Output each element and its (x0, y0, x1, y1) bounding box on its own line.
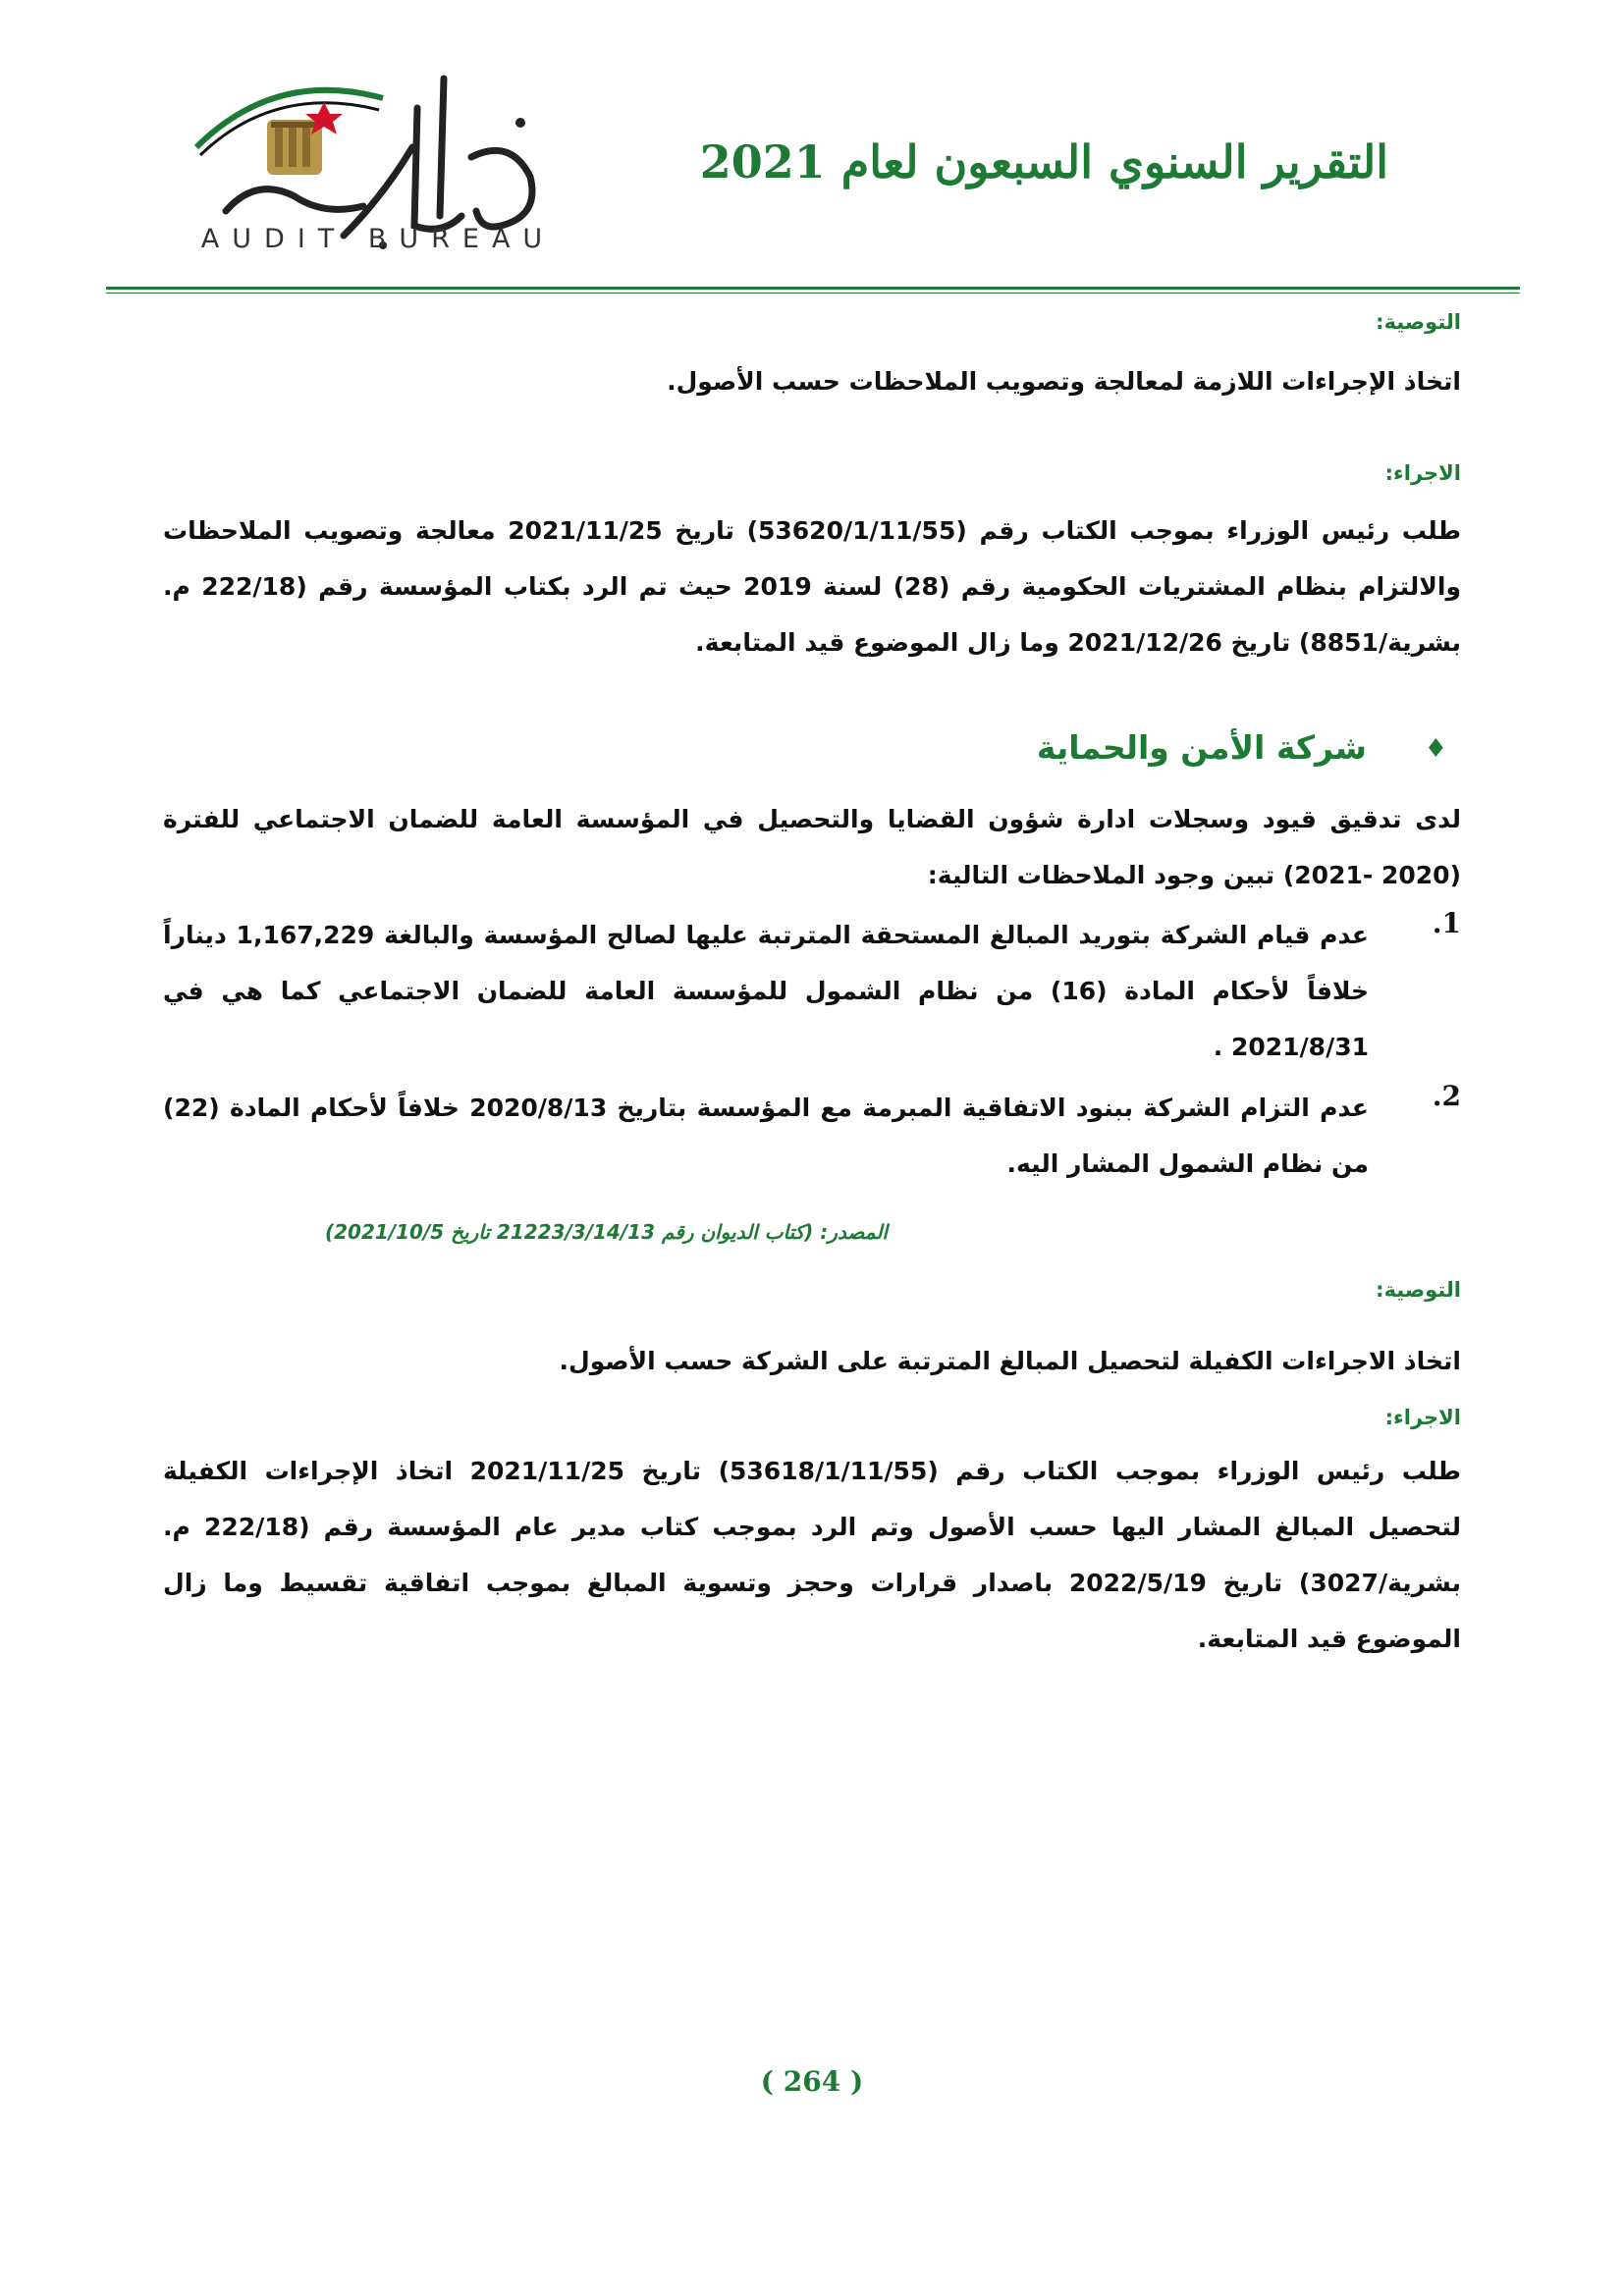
action-label-2: الاجراء: (1384, 1406, 1461, 1429)
section-heading: شركة الأمن والحماية (1036, 728, 1367, 767)
list-item-number: 2. (1432, 1080, 1461, 1112)
header-rule-thin (106, 293, 1520, 294)
header-rule (106, 287, 1520, 290)
recommendation-label-1: التوصية: (1376, 310, 1461, 334)
list-item-text: عدم قيام الشركة بتوريد المبالغ المستحقة المترتبة عليها لصالح المؤسسة والبالغة 1,167,229 ديناراً خلافاً لأحكام المادة (16) من نظام الشمول للمؤسسة العامة للضمان الاجتماعي كما هي في 2021/8/31 . (163, 921, 1369, 1061)
list-item (163, 1080, 1461, 1192)
action-text-1: طلب رئيس الوزراء بموجب الكتاب رقم (53620/1/11/55) تاريخ 2021/11/25 معالجة وتصويب الملاحظات والالتزام بنظام المشتريات الحكومية رقم (28) لسنة 2019 حيث تم الرد بكتاب المؤسسة رقم (222/18 م. بشرية/8851) تاريخ 2021/12/26 وما زال الموضوع قيد المتابعة. (163, 516, 1461, 657)
diamond-bullet-icon: ♦ (1424, 734, 1447, 764)
list-item-number: 1. (1432, 907, 1461, 939)
section-intro: لدى تدقيق قيود وسجلات ادارة شؤون القضايا والتحصيل في المؤسسة العامة للضمان الاجتماعي للفترة (2020 -2021) تبين وجود الملاحظات التالية: (163, 805, 1461, 889)
recommendation-text-1: اتخاذ الإجراءات اللازمة لمعالجة وتصويب الملاحظات حسب الأصول. (667, 367, 1461, 396)
action-label-1: الاجراء: (1384, 461, 1461, 485)
action-text-2: طلب رئيس الوزراء بموجب الكتاب رقم (53618/1/11/55) تاريخ 2021/11/25 اتخاذ الإجراءات الكفيلة لتحصيل المبالغ المشار اليها حسب الأصول وتم الرد بموجب كتاب مدير عام المؤسسة رقم (222/18 م. بشرية/3027) تاريخ 2022/5/19 باصدار قرارات وحجز وتسوية المبالغ بموجب اتفاقية تقسيط وما زال الموضوع قيد المتابعة. (163, 1457, 1461, 1653)
list-item (163, 907, 1461, 1075)
report-title: التقرير السنوي السبعون لعام 2021 (699, 135, 1388, 188)
logo-caption: AUDIT BUREAU (200, 224, 556, 254)
recommendation-label-2: التوصية: (1376, 1278, 1461, 1302)
recommendation-text-2: اتخاذ الاجراءات الكفيلة لتحصيل المبالغ المترتبة على الشركة حسب الأصول. (559, 1347, 1461, 1375)
list-item-text: عدم التزام الشركة ببنود الاتفاقية المبرمة مع المؤسسة بتاريخ 2020/8/13 خلافاً لأحكام المادة (22) من نظام الشمول المشار اليه. (163, 1094, 1369, 1178)
source-citation: المصدر: (كتاب الديوان رقم 21223/3/14/13 تاريخ 2021/10/5) (325, 1220, 888, 1244)
page-number: ( 264 ) (760, 2065, 864, 2098)
